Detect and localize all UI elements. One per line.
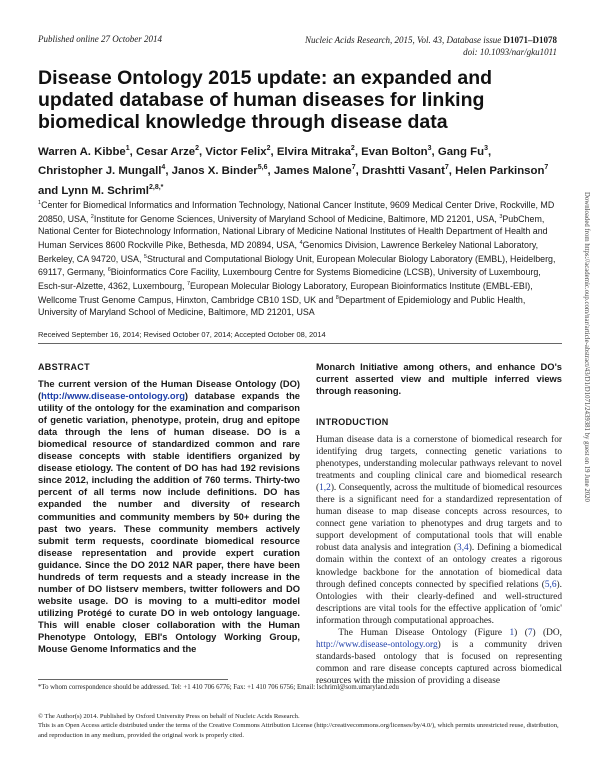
author-separator: , [267, 165, 274, 178]
affiliations [38, 198, 562, 319]
author-separator: , [355, 165, 362, 178]
download-watermark: Downloaded from https://academic.oup.com/nar/article-abstract/43/D1/D1071/2439381 by guest on 19 June 2020 [583, 192, 590, 502]
affiliation-text: Department of Epidemiology and Public Health, University of Maryland School of Medicine, Baltimore, MD 21201, USA [38, 295, 526, 318]
affiliation-text: Bioinformatics Core Facility, Luxembourg Centre for Systems Biomedicine (LCSB), University of Luxembourg, Esch-sur-Alzette, 4362, Luxembourg, [38, 267, 541, 292]
author-separator: , [487, 145, 492, 158]
affiliation-number: 4 [299, 239, 303, 246]
affiliation-number: 5 [143, 253, 147, 260]
intro-part-6: ) ( [514, 627, 528, 638]
intro-part-3: ). Defining a biomedical domain within the context of an ontology creates a rigorous knowledge backbone for the annotation of biomedical data through defined concepts connected by specified relations ( [316, 543, 562, 590]
intro-part-5: The Human Disease Ontology (Figure [338, 627, 510, 638]
author-affiliation-marker: 7 [544, 164, 549, 172]
author-separator: , [165, 165, 172, 178]
author-name: Janos X. Binder [171, 165, 258, 178]
author-name: Elvira Mitraka [276, 145, 351, 158]
page-range: D1071–D1078 [503, 35, 557, 45]
license-line: This is an Open Access article distributed under the terms of the Creative Commons Attribution License (http://creativecommons.org/licenses/by/4.0/), which permits unrestricted reuse, distribution, and reproduction in any medium, provided the original work is properly cited. [38, 722, 559, 739]
journal-header [305, 34, 557, 58]
author-affiliation-marker: 3 [427, 145, 432, 152]
divider [38, 343, 562, 344]
author-affiliation-marker: 2 [350, 145, 355, 152]
affiliation-number: 6 [107, 267, 111, 274]
author-separator: , [129, 145, 137, 158]
author-list [38, 141, 558, 199]
author-affiliation-marker: 5,6 [257, 164, 268, 172]
affiliation-text: European Molecular Biology Laboratory, European Bioinformatics Institute (EMBL-EBI), Wellcome Trust Genome Campus, Hinxton, Cambridge CB10 1SD, UK and [38, 281, 533, 306]
intro-part-4: ). Ontologies with their clearly-defined and well-structured descriptions are vital tools for the effective application of 'omic' information through computational approaches. [316, 579, 562, 626]
citation-link[interactable]: 1,2 [319, 483, 331, 494]
correspondence-footnote: *To whom correspondence should be addressed. Tel: +1 410 706 6776; Fax: +1 410 706 6756; Email: lschriml@som.umaryland.edu [38, 684, 399, 691]
doi: doi: 10.1093/nar/gku1011 [463, 47, 557, 57]
author-name: Christopher J. Mungall [38, 165, 162, 178]
author-affiliation-marker: 2 [266, 145, 271, 152]
do-website-link[interactable]: http://www.disease-ontology.org [316, 639, 438, 650]
author-name: Lynn M. Schriml [61, 184, 149, 197]
author-affiliation-marker: 2 [195, 145, 200, 152]
author-separator: , [199, 145, 206, 158]
author-name: Drashtti Vasant [361, 165, 445, 178]
author-name: Cesar Arze [136, 145, 196, 158]
author-affiliation-marker: 7 [444, 164, 449, 172]
affiliation-number: 1 [38, 200, 42, 206]
author-name: Gang Fu [437, 145, 485, 158]
journal-citation: Nucleic Acids Research, 2015, Vol. 43, Database issue [305, 35, 502, 45]
intro-part-1: Human disease data is a cornerstone of biomedical research for identifying drug targets, connecting genetic variations to phenotypes, understanding molecular pathways relevant to novel treatments and coupling clinical care and biomedical research ( [316, 435, 562, 494]
intro-part-2: ). Consequently, across the multitude of biomedical resources there is a significant need for a standardized representation of human disease to map disease concepts across resources, to connect gene variation to phenotypes and drug targets and to support development of computational tools that will enable robust data analysis and integration ( [316, 483, 562, 554]
affiliation-text: Center for Biomedical Informatics and Information Technology, National Cancer Institute, 9609 Medical Center Drive, Rockville, MD 20850, USA, [38, 199, 555, 224]
footnote-divider [38, 679, 228, 680]
author-affiliation-marker: 1 [125, 145, 130, 152]
introduction-text [316, 434, 562, 687]
paper-title: Disease Ontology 2015 update: an expanded and updated database of human diseases for linking biomedical knowledge through disease data [38, 67, 493, 133]
abstract-text [38, 378, 300, 655]
affiliation-text: Structural and Computational Biology Unit, European Molecular Biology Laboratory (EMBL), Heidelberg, 69117, Germany, [38, 253, 556, 278]
author-name: Evan Bolton [361, 145, 428, 158]
published-date: Published online 27 October 2014 [38, 34, 162, 44]
citation-link[interactable]: 5,6 [544, 579, 557, 590]
intro-part-8: ) is a community driven standards-based ontology that is focused on representing common and rare disease concepts captured across biomedical resources with the mission of providing a disease [316, 639, 562, 686]
author-affiliation-marker: 4 [161, 164, 166, 172]
intro-part-7: ) (DO, [532, 627, 563, 638]
author-name: Victor Felix [205, 145, 267, 158]
copyright-notice [38, 712, 562, 740]
author-name: Helen Parkinson [455, 165, 545, 178]
affiliation-number: 3 [499, 213, 503, 220]
abstract-part-1: The current version of the Human Disease Ontology (DO) ( [38, 379, 300, 402]
author-name: James Malone [273, 165, 352, 178]
introduction-heading: INTRODUCTION [316, 417, 389, 427]
affiliation-text: Institute for Genome Sciences, University of Maryland School of Medicine, Baltimore, MD 21201, USA, [93, 213, 500, 224]
affiliation-text: PubChem, National Center for Biotechnology Information, National Library of Medicine National Institutes of Health Department of Health and Human Services 8600 Rockville Pike, Bethesda, MD 20894, USA, [38, 213, 548, 250]
abstract-part-2: ) database expands the utility of the ontology for the examination and comparison of genetic variation, phenotype, protein, drug and epitope data through the lens of human disease. DO is a biomedical resource of standardized common and rare disease concepts with stable identifiers organized by disease etiology. The content of DO has had 192 revisions since 2012, including the addition of 760 terms. Thirty-two percent of all terms now include definitions. DO has expanded the number and diversity of research communities and community members by 50+ during the past two years. These community members actively submit term requests, coordinate biomedical resource disease representation and provide expert curation guidance. Since the DO 2012 NAR paper, there have been hundreds of term requests and a steady increase in the number of DO listserv members, twitter followers and DO website usage. DO is moving to a multi-editor model utilizing Protégé to curate DO in web ontology language. This will enable closer collaboration with the Human Phenotype Ontology, EBI's Ontology Working Group, Mouse Genome Informatics and the [38, 391, 300, 655]
citation-link[interactable]: 7 [527, 627, 533, 638]
author-affiliation-marker: 7 [351, 164, 356, 172]
affiliation-number: 2 [90, 213, 94, 220]
figure-link[interactable]: 1 [509, 627, 515, 638]
author-separator: , [270, 145, 277, 158]
author-name: Warren A. Kibbe [38, 145, 126, 158]
author-separator: , [448, 165, 456, 178]
author-separator: and [38, 184, 62, 197]
abstract-heading: ABSTRACT [38, 362, 90, 372]
affiliation-text: Genomics Division, Lawrence Berkeley National Laboratory, Berkeley, CA 94720, USA, [38, 239, 539, 264]
author-separator: , [354, 145, 362, 158]
abstract-continued: Monarch Initiative among others, and enhance DO's current asserted view and multiple inferred views through reasoning. [316, 362, 562, 397]
received-dates: Received September 16, 2014; Revised October 07, 2014; Accepted October 08, 2014 [38, 330, 326, 339]
copyright-line: © The Author(s) 2014. Published by Oxford University Press on behalf of Nucleic Acids Research. [38, 713, 300, 720]
author-affiliation-marker: 2,8,* [148, 183, 164, 191]
author-separator: , [431, 145, 438, 158]
author-affiliation-marker: 3 [484, 145, 488, 152]
do-website-link[interactable]: http://www.disease-ontology.org [41, 391, 185, 402]
affiliation-number: 7 [186, 281, 191, 288]
affiliation-number: 8 [335, 295, 339, 302]
citation-link[interactable]: 3,4 [457, 543, 469, 554]
